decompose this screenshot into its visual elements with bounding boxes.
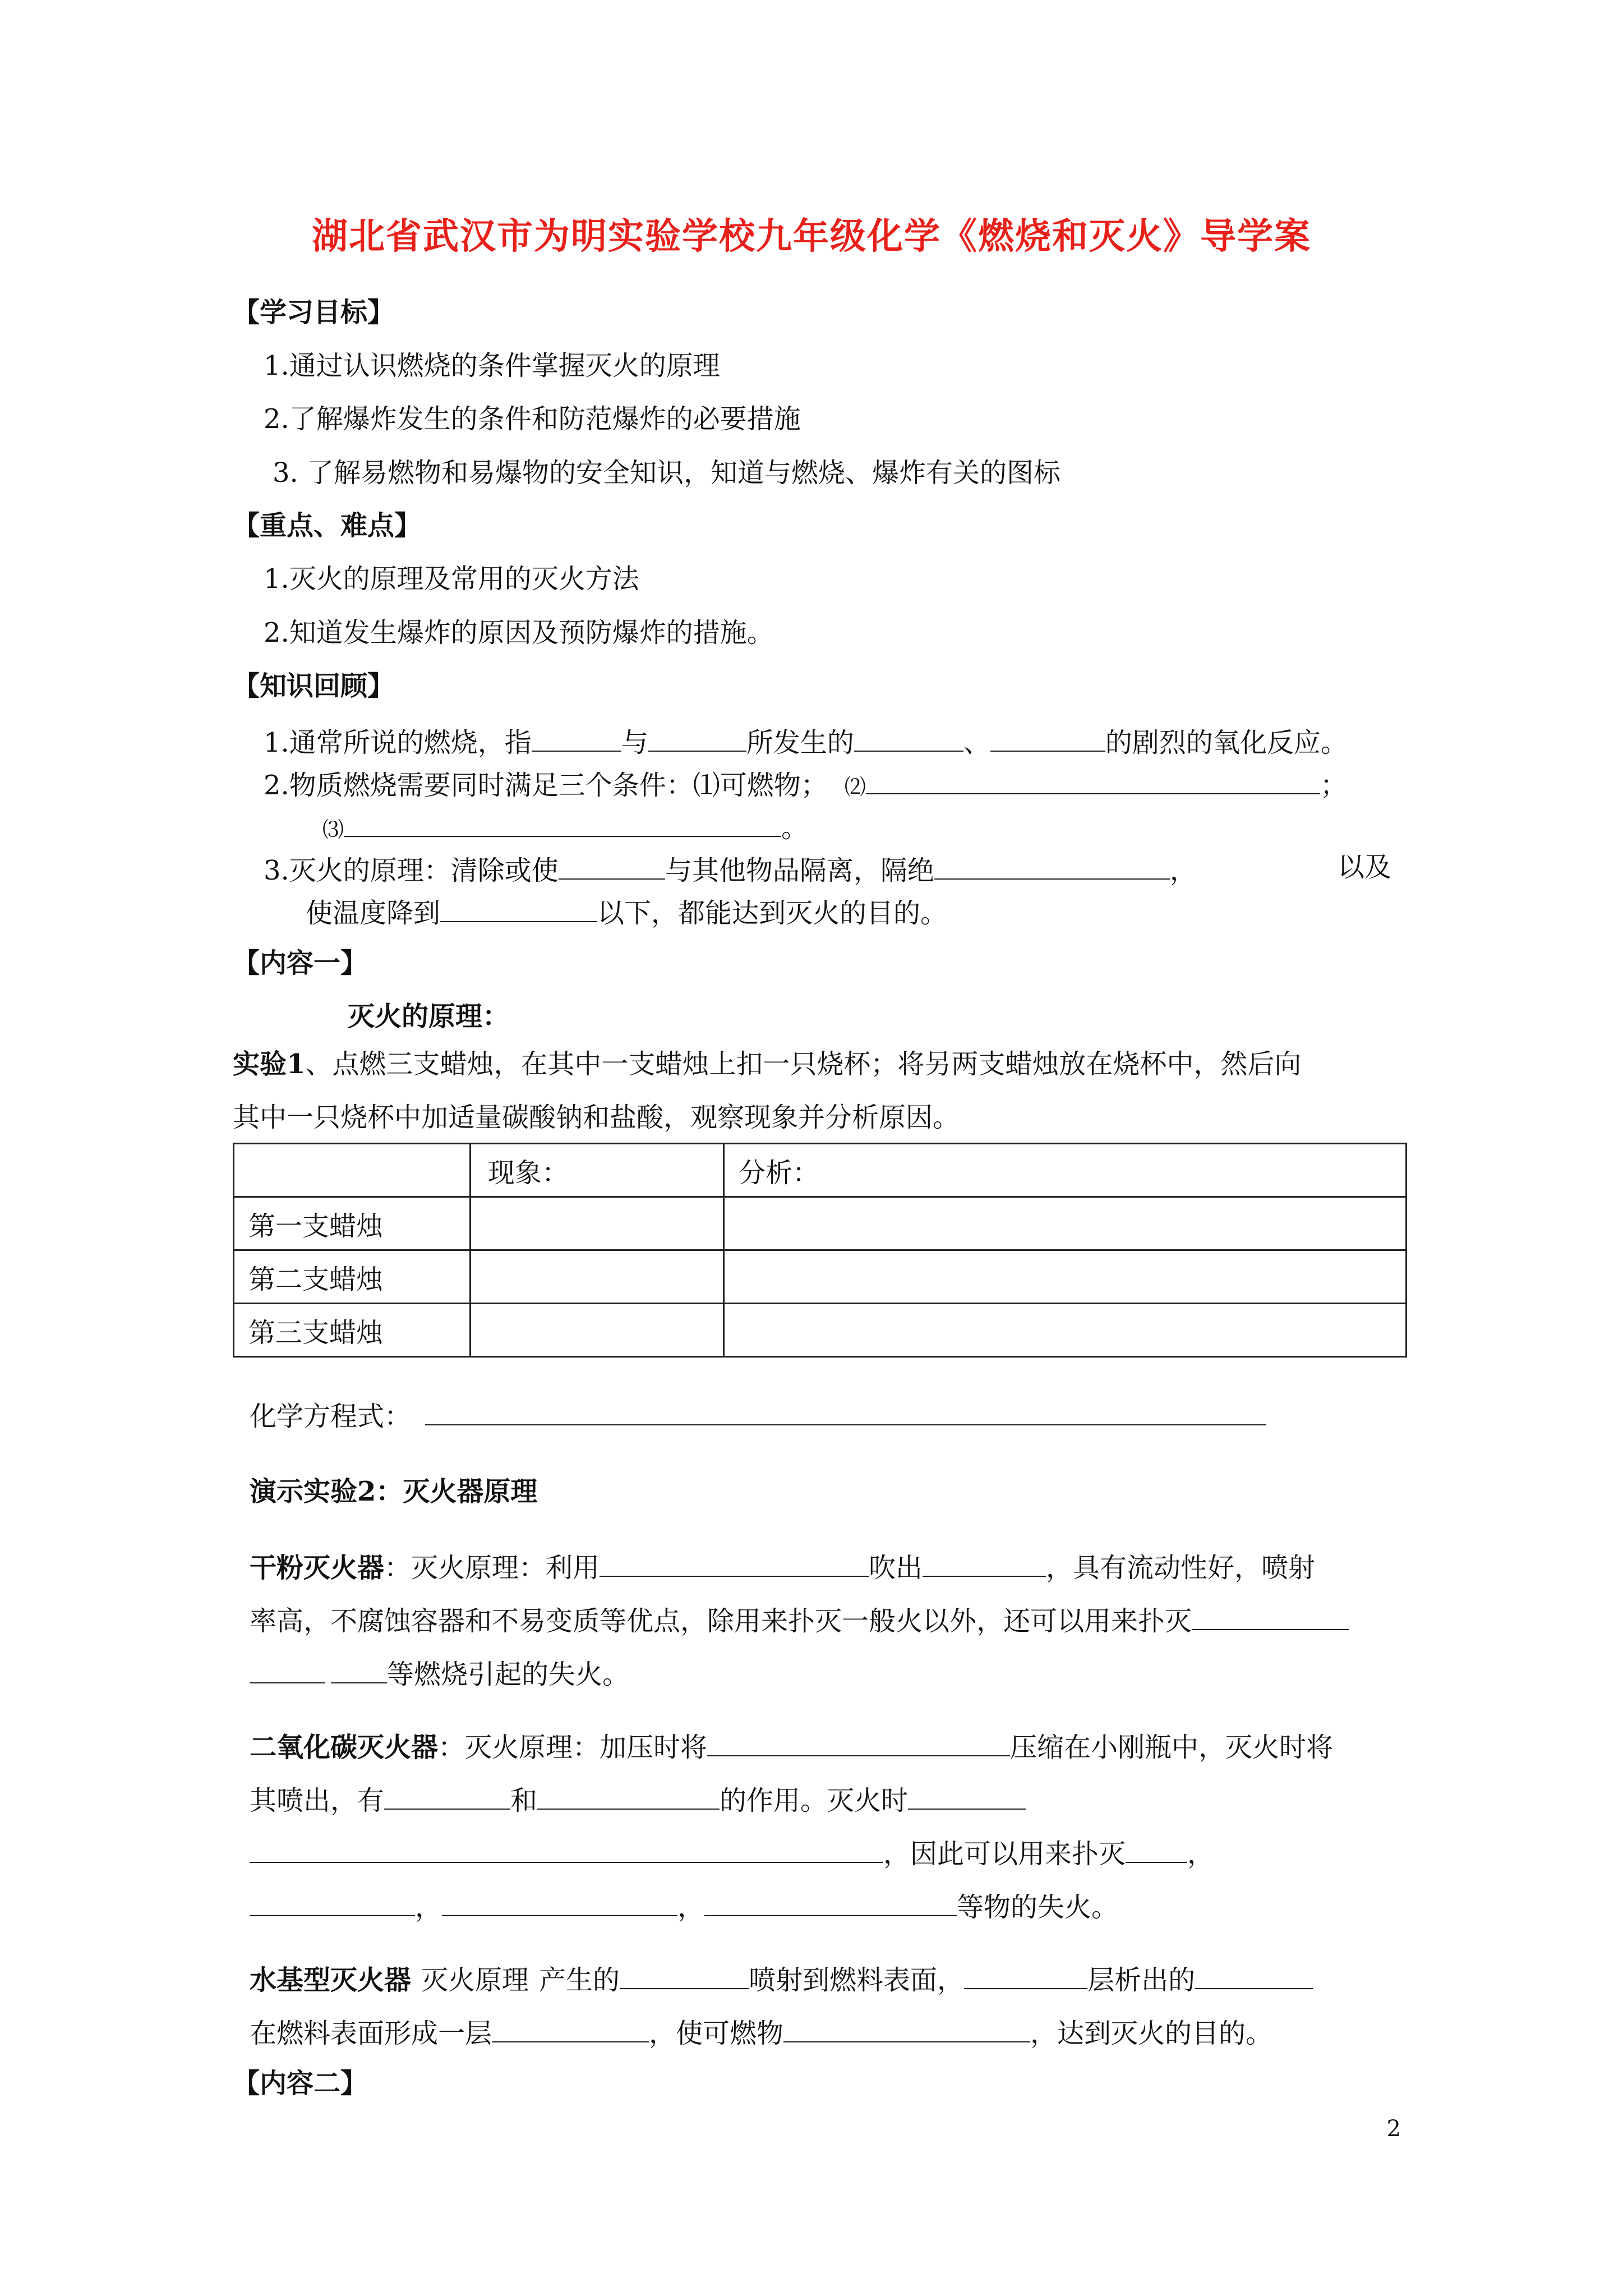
answer-blank[interactable] [250, 1890, 415, 1916]
table-row [234, 1250, 1407, 1304]
text: 、 [963, 727, 990, 758]
text: 率高，不腐蚀容器和不易变质等优点，除用来扑灭一般火以外，还可以用来扑灭 [250, 1605, 1192, 1637]
experiment-table [233, 1143, 1407, 1358]
answer-blank[interactable] [866, 769, 1320, 794]
text: 与 [621, 727, 648, 758]
content1-header: 【内容一】 [233, 947, 368, 979]
answer-blank[interactable] [344, 811, 781, 837]
text: 1.通常所说的燃烧，指 [264, 727, 532, 758]
answer-blank[interactable] [964, 1963, 1087, 1989]
text: 喷射到燃料表面， [749, 1964, 965, 1996]
content2-header: 【内容二】 [233, 2068, 368, 2099]
answer-blank[interactable] [923, 1551, 1046, 1577]
answer-blank[interactable] [250, 1658, 325, 1683]
answer-blank[interactable] [854, 726, 963, 752]
text: ：灭火原理：利用 [384, 1552, 600, 1584]
text: ； [1320, 770, 1347, 801]
answer-blank[interactable] [1192, 1604, 1349, 1630]
text: 其喷出，有 [250, 1785, 385, 1816]
water-extinguisher-text [250, 1963, 1313, 1994]
table-cell: 第三支蜡烛 [234, 1304, 471, 1357]
text: 的剧烈的氧化反应。 [1105, 727, 1348, 758]
content1-subheader: 灭火的原理： [348, 1001, 510, 1032]
label: 干粉灭火器 [250, 1552, 385, 1584]
text: 以下，都能达到灭火的目的。 [597, 898, 948, 929]
text: 。 [781, 812, 809, 844]
table-answer-cell[interactable] [724, 1250, 1407, 1304]
table-answer-cell[interactable] [471, 1250, 724, 1304]
text: 和 [510, 1785, 538, 1816]
co2-extinguisher-text-cont [250, 1784, 1026, 1814]
answer-blank[interactable] [384, 1784, 510, 1810]
answer-blank[interactable] [908, 1784, 1026, 1810]
text: 化学方程式： [250, 1401, 412, 1432]
keypoint-item: 2.知道发生爆炸的原因及预防爆炸的措施。 [264, 617, 774, 648]
text: 与其他物品隔离，隔绝 [665, 855, 934, 886]
answer-blank[interactable] [600, 1551, 869, 1577]
answer-blank[interactable] [250, 1837, 883, 1863]
text: ：灭火原理：加压时将 [438, 1732, 708, 1763]
experiment-1-text [233, 1048, 1302, 1080]
answer-blank[interactable] [492, 2017, 649, 2042]
text: 等物的失火。 [957, 1892, 1119, 1923]
page-number: 2 [1386, 2116, 1401, 2142]
text: 2.物质燃烧需要同时满足三个条件：⑴可燃物； [264, 770, 828, 801]
review-question-2-cont [322, 811, 809, 844]
table-header-cell [234, 1144, 471, 1197]
answer-blank[interactable] [783, 2017, 1030, 2042]
answer-blank[interactable] [331, 1658, 387, 1683]
text: ⑵ [844, 775, 866, 799]
text: ， [415, 1892, 442, 1923]
text: 在燃料表面形成一层 [250, 2018, 492, 2049]
answer-blank[interactable] [440, 896, 597, 922]
text: ，因此可以用来扑灭 [883, 1838, 1126, 1870]
answer-blank[interactable] [559, 854, 665, 880]
demo-2-heading: 演示实验2：灭火器原理 [250, 1476, 538, 1507]
objective-item: 2.了解爆炸发生的条件和防范爆炸的必要措施 [264, 403, 801, 435]
text: ⑶ [322, 817, 344, 842]
table-header-cell: 现象： [471, 1144, 724, 1197]
equation-line [250, 1400, 1266, 1430]
text: ， [1169, 855, 1197, 886]
co2-extinguisher-text [250, 1731, 1333, 1761]
review-header: 【知识回顾】 [233, 670, 395, 702]
text: 吹出 [869, 1552, 923, 1584]
text: ，具有流动性好，喷射 [1046, 1552, 1316, 1584]
co2-extinguisher-text-cont [250, 1837, 1215, 1870]
answer-blank[interactable] [934, 854, 1170, 880]
text: 3.灭火的原理：清除或使 [264, 855, 559, 886]
answer-blank[interactable] [1126, 1837, 1187, 1863]
text: 层析出的 [1087, 1964, 1196, 1996]
answer-blank[interactable] [704, 1890, 957, 1916]
text: ， [1187, 1838, 1215, 1870]
table-header-row [234, 1144, 1407, 1197]
page-title: 湖北省武汉市为明实验学校九年级化学《燃烧和灭火》导学案 [312, 215, 1311, 257]
answer-blank[interactable] [442, 1890, 677, 1916]
objective-item: 3. 了解易燃物和易爆物的安全知识，知道与燃烧、爆炸有关的图标 [273, 457, 1061, 489]
text: 使温度降到 [306, 898, 441, 929]
answer-blank[interactable] [648, 726, 746, 752]
table-answer-cell[interactable] [471, 1197, 724, 1250]
review-question-1 [264, 726, 1348, 756]
table-answer-cell[interactable] [471, 1304, 724, 1357]
answer-blank[interactable] [425, 1400, 1266, 1425]
text: 所发生的 [746, 727, 854, 758]
table-answer-cell[interactable] [724, 1197, 1407, 1250]
review-question-3-cont [306, 896, 947, 927]
table-row [234, 1197, 1407, 1250]
text: ，达到灭火的目的。 [1030, 2018, 1273, 2049]
label: 水基型灭火器 [250, 1964, 412, 1996]
table-cell: 第一支蜡烛 [234, 1197, 471, 1250]
text: 的作用。灭火时 [720, 1785, 909, 1816]
answer-blank[interactable] [707, 1731, 1010, 1756]
table-row [234, 1304, 1407, 1357]
review-question-2 [264, 769, 1347, 799]
table-header-cell: 分析： [724, 1144, 1407, 1197]
objectives-header: 【学习目标】 [233, 297, 395, 328]
answer-blank[interactable] [990, 726, 1105, 752]
answer-blank[interactable] [1195, 1963, 1313, 1989]
text: 以及 [1338, 852, 1392, 883]
keypoint-item: 1.灭火的原理及常用的灭火方法 [264, 563, 639, 595]
text: 压缩在小刚瓶中，灭火时将 [1010, 1732, 1334, 1763]
text: 、点燃三支蜡烛，在其中一支蜡烛上扣一只烧杯；将另两支蜡烛放在烧杯中，然后向 [305, 1048, 1302, 1080]
table-answer-cell[interactable] [724, 1304, 1407, 1357]
answer-blank[interactable] [537, 1784, 720, 1810]
powder-extinguisher-text-cont [250, 1604, 1349, 1635]
objective-item: 1.通过认识燃烧的条件掌握灭火的原理 [264, 350, 720, 381]
text: 灭火原理 [421, 1964, 529, 1996]
water-extinguisher-text-cont [250, 2017, 1272, 2047]
experiment-1-text-cont: 其中一只烧杯中加适量碳酸钠和盐酸，观察现象并分析原因。 [233, 1102, 960, 1133]
answer-blank[interactable] [620, 1963, 749, 1989]
co2-extinguisher-text-cont [250, 1890, 1118, 1921]
powder-extinguisher-text [250, 1551, 1316, 1584]
experiment-label: 实验1 [233, 1048, 306, 1080]
answer-blank[interactable] [532, 726, 621, 752]
text: ， [677, 1892, 705, 1923]
text: 等燃烧引起的失火。 [387, 1659, 630, 1690]
keypoints-header: 【重点、难点】 [233, 510, 422, 541]
text: ，使可燃物 [649, 2018, 784, 2049]
table-cell: 第二支蜡烛 [234, 1250, 471, 1304]
text: 产生的 [539, 1964, 620, 1996]
review-question-3 [264, 854, 1197, 884]
powder-extinguisher-text-cont [250, 1658, 629, 1688]
label: 二氧化碳灭火器 [250, 1732, 439, 1763]
